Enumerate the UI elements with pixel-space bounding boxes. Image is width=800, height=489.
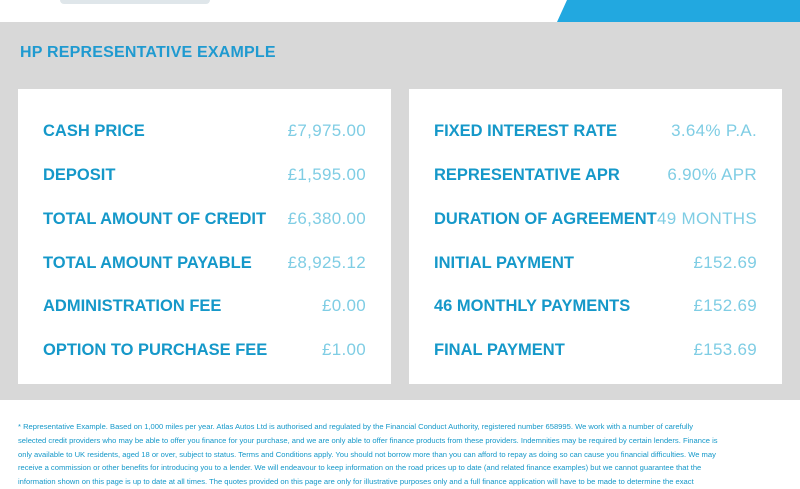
header-accent-tab[interactable]	[557, 0, 800, 22]
finance-row-total-payable	[43, 248, 366, 278]
finance-row-option-fee	[43, 335, 366, 365]
finance-row-total-credit	[43, 204, 366, 234]
row-value: £0.00	[321, 296, 366, 315]
hp-example-panel	[0, 22, 800, 400]
row-value: £6,380.00	[287, 209, 366, 228]
finance-row-interest-rate	[434, 116, 757, 146]
finance-row-initial-payment	[434, 248, 757, 278]
finance-row-monthly-payments	[434, 291, 757, 321]
row-value: £8,925.12	[287, 253, 366, 272]
row-label: DURATION OF AGREEMENT	[434, 209, 657, 228]
row-value: 6.90% APR	[667, 165, 757, 184]
finance-row-apr	[434, 160, 757, 190]
top-header-bar	[0, 0, 800, 22]
row-value: £153.69	[693, 340, 757, 359]
row-label: FINAL PAYMENT	[434, 340, 565, 359]
row-value: £152.69	[693, 253, 757, 272]
row-label: OPTION TO PURCHASE FEE	[43, 340, 268, 359]
row-label: 46 MONTHLY PAYMENTS	[434, 296, 631, 315]
row-label: CASH PRICE	[43, 121, 145, 140]
section-title: HP REPRESENTATIVE EXAMPLE	[20, 44, 276, 61]
row-value: £152.69	[693, 296, 757, 315]
row-value: £1.00	[321, 340, 366, 359]
header-logo-fragment	[60, 0, 210, 4]
row-value: £1,595.00	[287, 165, 366, 184]
finance-disclaimer: * Representative Example. Based on 1,000 miles per year. Atlas Autos Ltd is authorised and regulated by the Financial Conduct Authority, registered number 658995. We work with a number of carefully selected credit providers who may be able to offer you finance for your purchase, and we are only able to offer finance products from these providers. Indemnities may be required by certain lenders. Finance is only available to UK residents, aged 18 or over, subject to status. Terms and Conditions apply. You should not borrow more than you can afford to repay as doing so can cause you financial difficulties. We may receive a commission or other benefits for introducing you to a lender. We will endeavour to keep information on the road prices up to date (and related finance examples) but we cannot guarantee that the information shown on this page is up to date at all times. The quotes provided on this page are only for illustrative purposes only and a full finance application will have to be made to determine the exact	[18, 422, 718, 487]
finance-row-duration	[434, 204, 757, 234]
finance-summary-card	[18, 89, 391, 384]
row-label: FIXED INTEREST RATE	[434, 121, 618, 140]
finance-terms-card	[409, 89, 782, 384]
finance-row-cash-price	[43, 116, 366, 146]
row-label: INITIAL PAYMENT	[434, 253, 574, 272]
row-value: £7,975.00	[287, 121, 366, 140]
row-label: DEPOSIT	[43, 165, 116, 184]
finance-row-final-payment	[434, 335, 757, 365]
row-value: 3.64% P.A.	[671, 121, 757, 140]
row-label: REPRESENTATIVE APR	[434, 165, 620, 184]
row-label: TOTAL AMOUNT OF CREDIT	[43, 209, 267, 228]
row-value: 49 MONTHS	[657, 209, 757, 228]
finance-row-admin-fee	[43, 291, 366, 321]
row-label: ADMINISTRATION FEE	[43, 296, 222, 315]
row-label: TOTAL AMOUNT PAYABLE	[43, 253, 252, 272]
finance-row-deposit	[43, 160, 366, 190]
